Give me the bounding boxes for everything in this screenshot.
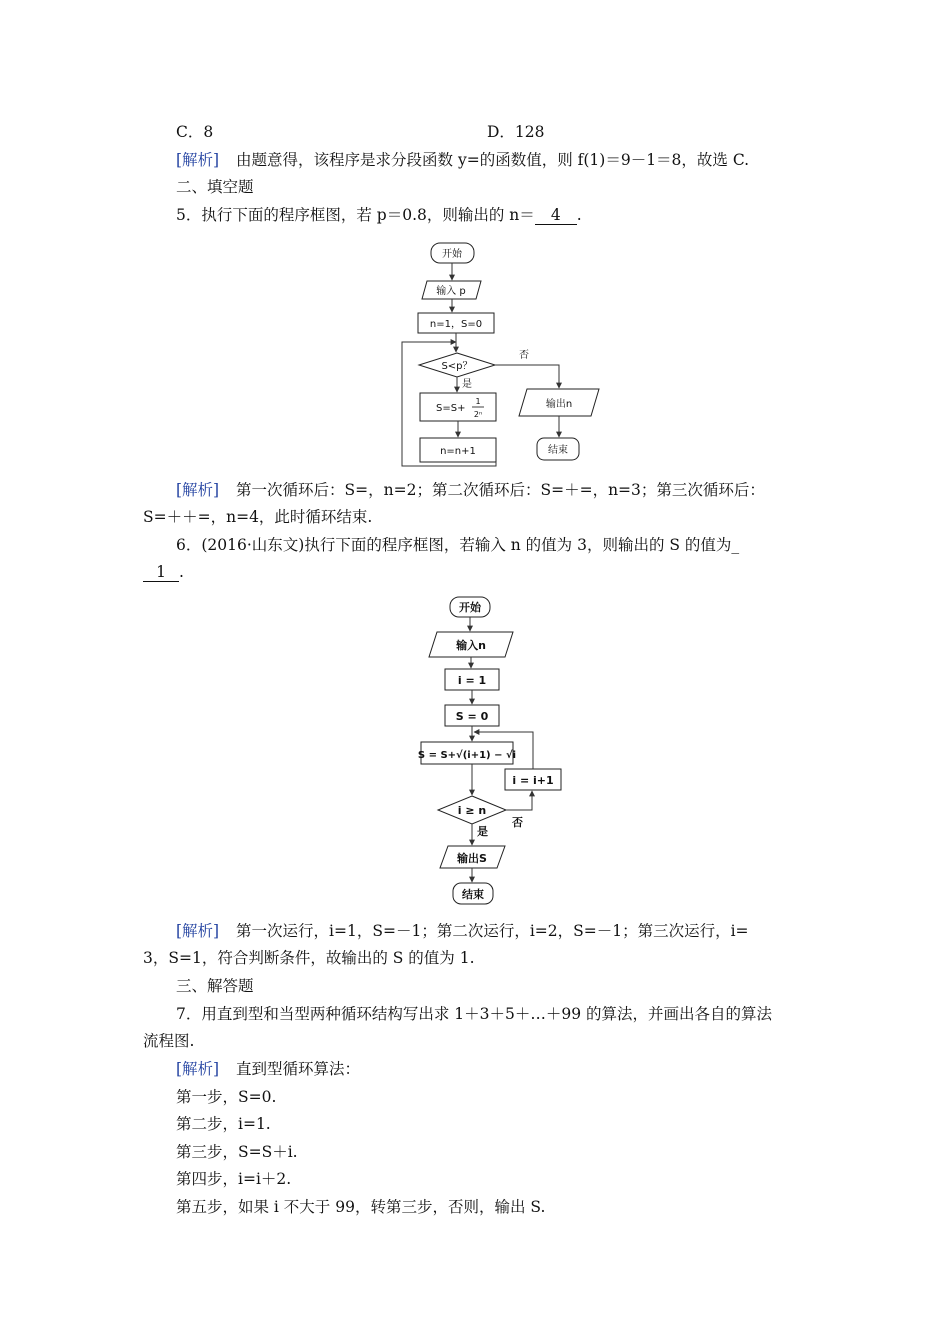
fc2-end-node bbox=[453, 883, 493, 904]
analysis-tag: [解析] bbox=[176, 1060, 220, 1078]
analysis-tag: [解析] bbox=[176, 922, 220, 940]
q5-analysis-line2: S=＋＋=，n=4，此时循环结束. bbox=[143, 508, 373, 526]
q7-line2: 流程图. bbox=[143, 1032, 195, 1050]
fc1-frac-num: 1 bbox=[475, 397, 481, 406]
fc2-update-s-label: S = S+√(i+1) − √i bbox=[417, 750, 517, 761]
analysis-tag: [解析] bbox=[176, 151, 220, 169]
fc2-no-label: 否 bbox=[512, 816, 523, 829]
fc2-update-i-node bbox=[505, 769, 561, 790]
fc2-input-node bbox=[429, 632, 513, 657]
fc2-decision-node bbox=[438, 796, 506, 824]
q7-step-1: 第一步，S=0. bbox=[176, 1088, 277, 1106]
fc2-init-s-label: S = 0 bbox=[455, 710, 489, 723]
fc1-update-n-label: n=n+1 bbox=[440, 446, 476, 457]
fc1-decision-label: S<p？ bbox=[441, 361, 473, 372]
fc1-update-s-label: S=S+ bbox=[436, 403, 466, 414]
fc1-frac-den: 2ⁿ bbox=[473, 410, 483, 419]
q6-analysis bbox=[176, 921, 749, 941]
fc2-yes-label: 是 bbox=[477, 825, 488, 838]
fc2-output-label: 输出S bbox=[457, 852, 487, 865]
fc1-no-label: 否 bbox=[519, 350, 529, 361]
fc1-start-label: 开始 bbox=[442, 249, 462, 260]
fc2-end-label: 结束 bbox=[462, 888, 484, 901]
q7-step-4: 第四步，i=i＋2. bbox=[176, 1170, 292, 1188]
q7-analysis bbox=[176, 1059, 360, 1079]
q4-analysis-text: 由题意得，该程序是求分段函数 y=的函数值，则 f(1)＝9－1＝8，故选 C. bbox=[236, 151, 750, 169]
fc2-update-i-label: i = i+1 bbox=[512, 774, 554, 787]
fc2-init-i-node bbox=[445, 669, 499, 690]
fc2-start-node bbox=[450, 597, 490, 617]
q6-stem: 6．(2016·山东文)执行下面的程序框图，若输入 n 的值为 3，则输出的 S 的值为_ bbox=[176, 536, 740, 554]
fc1-end-label: 结束 bbox=[548, 445, 568, 456]
q5-end: . bbox=[576, 206, 582, 224]
fc1-output-label: 输出n bbox=[545, 399, 573, 410]
q7-step-5: 第五步，如果 i 不大于 99，转第三步，否则，输出 S. bbox=[176, 1198, 546, 1216]
q7-line1: 7．用直到型和当型两种循环结构写出求 1＋3＋5＋…＋99 的算法，并画出各自的算法 bbox=[176, 1005, 773, 1023]
fc2-decision-label: i ≥ n bbox=[457, 804, 487, 817]
analysis-tag: [解析] bbox=[176, 481, 220, 499]
section-heading-fill: 二、填空题 bbox=[176, 178, 254, 196]
q7-analysis-intro: 直到型循环算法： bbox=[236, 1060, 361, 1078]
q6-analysis-line1: 第一次运行，i=1，S=－1；第二次运行，i=2，S=－1；第三次运行，i= bbox=[236, 922, 749, 940]
q6-end: . bbox=[179, 563, 184, 581]
q7-step-3: 第三步，S=S＋i. bbox=[176, 1143, 298, 1161]
fc1-init-label: n=1，S=0 bbox=[429, 319, 483, 330]
q5-analysis-line1: 第一次循环后：S=，n=2；第二次循环后：S=＋=，n=3；第三次循环后： bbox=[236, 481, 765, 499]
q6-answer: 1 bbox=[143, 564, 179, 582]
fc2-update-s-node bbox=[418, 742, 516, 764]
fc1-yes-label: 是 bbox=[462, 379, 472, 390]
fc2-start-label: 开始 bbox=[459, 601, 481, 614]
q7-step-2: 第二步，i=1. bbox=[176, 1115, 271, 1133]
q5-answer: 4 bbox=[535, 207, 577, 225]
q5-stem: 5．执行下面的程序框图，若 p＝0.8，则输出的 n＝ bbox=[176, 206, 535, 224]
option-c: C．8 bbox=[176, 123, 214, 141]
fc2-output-node bbox=[440, 846, 505, 868]
fc2-init-i-label: i = 1 bbox=[457, 674, 487, 687]
option-d: D．128 bbox=[487, 123, 545, 141]
q6-analysis-line2: 3，S=1，符合判断条件，故输出的 S 的值为 1. bbox=[143, 949, 475, 967]
fc2-input-label: 输入n bbox=[456, 639, 486, 652]
fc2-init-s-node bbox=[445, 705, 499, 726]
fc1-input-label: 输入 p bbox=[436, 286, 466, 297]
section-heading-answer: 三、解答题 bbox=[176, 977, 254, 995]
